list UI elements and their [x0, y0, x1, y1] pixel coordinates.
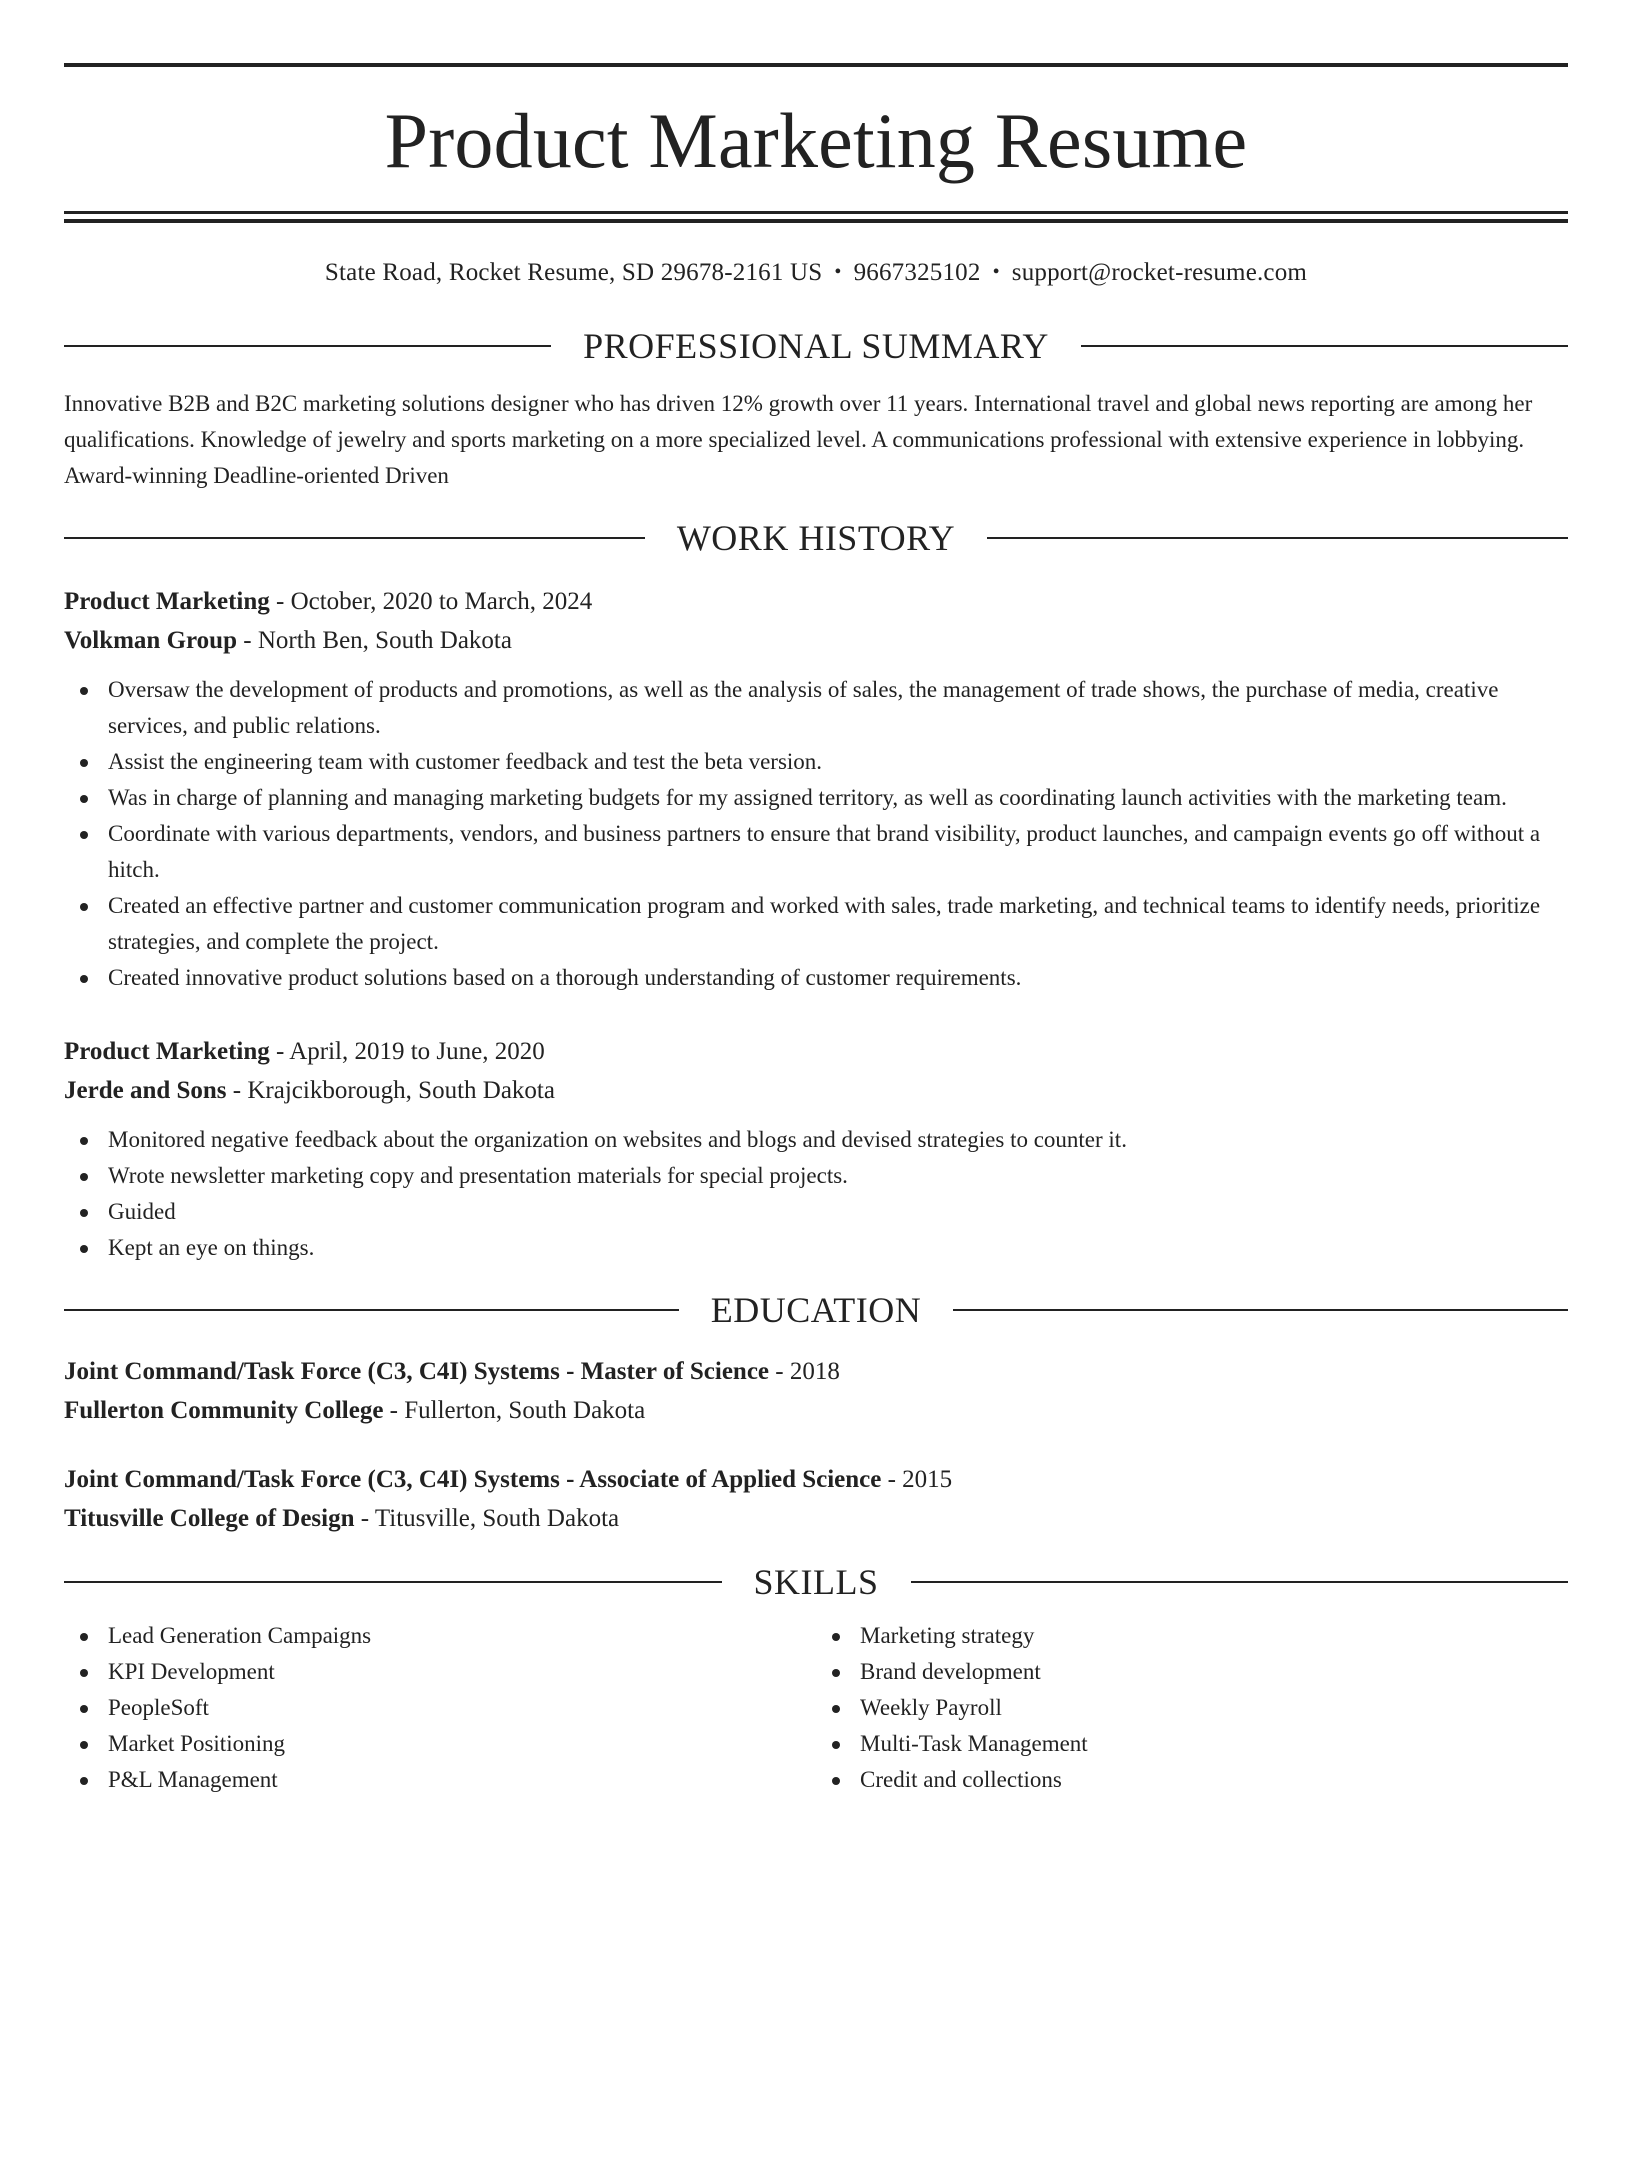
- list-item: Was in charge of planning and managing marketing budgets for my assigned territory, as well as coordinating launch activities with the marketing team.: [64, 780, 1568, 816]
- section-title: PROFESSIONAL SUMMARY: [583, 326, 1049, 366]
- heading-rule: [953, 1309, 1568, 1311]
- contact-separator: •: [992, 261, 1000, 283]
- list-item: Guided: [64, 1194, 1568, 1230]
- section-heading-work: [64, 516, 1568, 560]
- education-location: - Fullerton, South Dakota: [383, 1397, 646, 1424]
- education-school: Titusville College of Design: [64, 1505, 355, 1532]
- top-rule: [64, 63, 1568, 67]
- list-item: P&L Management: [64, 1762, 816, 1798]
- job-entry: [64, 582, 1568, 996]
- list-item: Created innovative product solutions based on a thorough understanding of customer requirements.: [64, 960, 1568, 996]
- job-location: - Krajcikborough, South Dakota: [226, 1077, 555, 1104]
- heading-rule: [64, 537, 645, 539]
- list-item: KPI Development: [64, 1654, 816, 1690]
- education-year: - 2018: [769, 1358, 840, 1385]
- heading-rule: [64, 345, 551, 347]
- list-item: Coordinate with various departments, vendors, and business partners to ensure that brand visibility, product launches, and campaign events go off without a hitch.: [64, 816, 1568, 888]
- section-heading-summary: [64, 324, 1568, 368]
- education-degree-line: [64, 1352, 1568, 1391]
- section-title: SKILLS: [753, 1562, 879, 1602]
- heading-rule: [64, 1309, 679, 1311]
- education-school-line: [64, 1499, 1568, 1538]
- heading-rule: [987, 537, 1568, 539]
- skills-column-left: [64, 1618, 816, 1798]
- skills-column-right: [816, 1618, 1568, 1798]
- list-item: Multi-Task Management: [816, 1726, 1568, 1762]
- heading-rule: [911, 1581, 1569, 1583]
- job-duties: [64, 1122, 1568, 1266]
- list-item: Monitored negative feedback about the organization on websites and blogs and devised strategies to counter it.: [64, 1122, 1568, 1158]
- education-school-line: [64, 1391, 1568, 1430]
- skills-list: [64, 1618, 1568, 1798]
- list-item: Brand development: [816, 1654, 1568, 1690]
- contact-email: support@rocket-resume.com: [1011, 259, 1308, 286]
- list-item: Oversaw the development of products and promotions, as well as the analysis of sales, the management of trade shows, the purchase of media, creative services, and public relations.: [64, 672, 1568, 744]
- education-year: - 2015: [881, 1466, 953, 1493]
- job-entry: [64, 1032, 1568, 1266]
- job-title: Product Marketing: [64, 1038, 270, 1065]
- heading-rule: [1081, 345, 1568, 347]
- list-item: Kept an eye on things.: [64, 1230, 1568, 1266]
- list-item: Weekly Payroll: [816, 1690, 1568, 1726]
- list-item: Lead Generation Campaigns: [64, 1618, 816, 1654]
- job-title-line: [64, 1032, 1568, 1071]
- section-title: EDUCATION: [710, 1290, 922, 1330]
- contact-phone: 9667325102: [853, 259, 981, 286]
- list-item: Marketing strategy: [816, 1618, 1568, 1654]
- job-company: Volkman Group: [64, 627, 237, 654]
- job-duties: [64, 672, 1568, 996]
- education-degree-line: [64, 1460, 1568, 1499]
- job-location: - North Ben, South Dakota: [237, 627, 512, 654]
- section-heading-education: [64, 1288, 1568, 1332]
- education-school: Fullerton Community College: [64, 1397, 384, 1424]
- list-item: PeopleSoft: [64, 1690, 816, 1726]
- list-item: Market Positioning: [64, 1726, 816, 1762]
- resume-page: [0, 63, 1632, 2175]
- skills-items: [816, 1618, 1568, 1798]
- title-double-rule: [64, 211, 1568, 223]
- list-item: Credit and collections: [816, 1762, 1568, 1798]
- contact-address: State Road, Rocket Resume, SD 29678-2161 US: [324, 259, 823, 286]
- list-item: Assist the engineering team with customer feedback and test the beta version.: [64, 744, 1568, 780]
- skills-items: [64, 1618, 816, 1798]
- contact-separator: •: [834, 261, 842, 283]
- section-title: WORK HISTORY: [676, 518, 956, 558]
- summary-text: Innovative B2B and B2C marketing solutions designer who has driven 12% growth over 11 years. International travel and global news reporting are among her qualifications. Knowledge of jewelry and sports marketing on a more specialized level. A communications professional with extensive experience in lobbying. Award-winning Deadline-oriented Driven: [64, 391, 1533, 488]
- job-company-line: [64, 1071, 1568, 1110]
- job-company-line: [64, 621, 1568, 660]
- job-dates: - April, 2019 to June, 2020: [269, 1038, 545, 1065]
- job-company: Jerde and Sons: [64, 1077, 227, 1104]
- page-title: Product Marketing Resume: [384, 97, 1248, 184]
- education-location: - Titusville, South Dakota: [354, 1505, 620, 1532]
- contact-line: [64, 255, 1568, 290]
- section-heading-skills: [64, 1560, 1568, 1604]
- list-item: Wrote newsletter marketing copy and presentation materials for special projects.: [64, 1158, 1568, 1194]
- job-dates: - October, 2020 to March, 2024: [269, 588, 593, 615]
- education-degree: Joint Command/Task Force (C3, C4I) Systems - Master of Science: [64, 1358, 770, 1385]
- education-entry: [64, 1352, 1568, 1430]
- education-entry: [64, 1460, 1568, 1538]
- education-degree: Joint Command/Task Force (C3, C4I) Systems - Associate of Applied Science: [64, 1466, 882, 1493]
- list-item: Created an effective partner and customer communication program and worked with sales, trade marketing, and technical teams to identify needs, prioritize strategies, and complete the project.: [64, 888, 1568, 960]
- job-title: Product Marketing: [64, 588, 270, 615]
- job-title-line: [64, 582, 1568, 621]
- heading-rule: [64, 1581, 722, 1583]
